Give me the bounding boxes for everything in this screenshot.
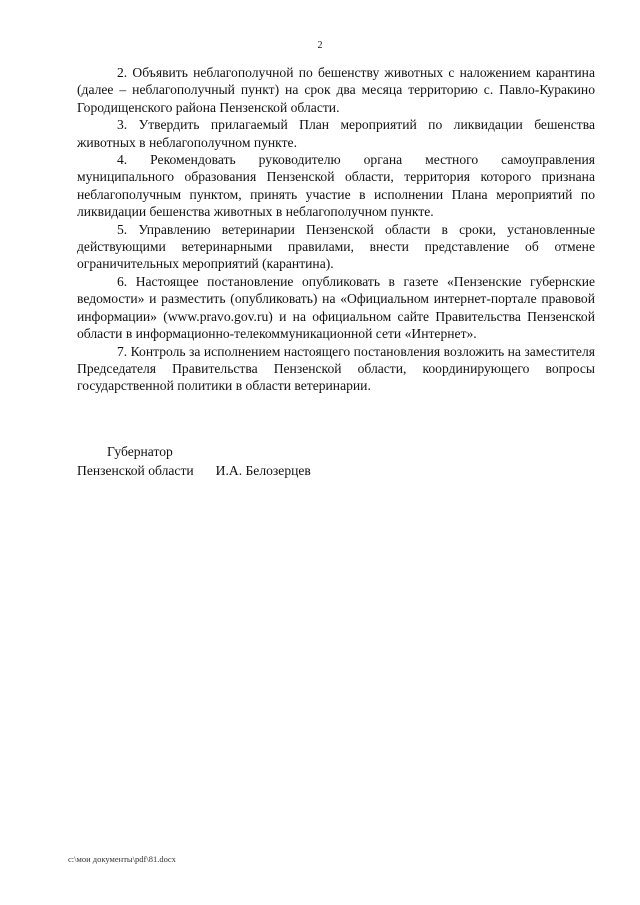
- paragraph-2: 2. Объявить неблагополучной по бешенству животных с наложением карантина (далее – неблагополучный пункт) на срок два месяца территорию с. Павло-Куракино Городищенского района Пензенской области.: [77, 65, 595, 115]
- signature-block: [77, 442, 311, 480]
- document-body: [77, 64, 595, 395]
- paragraph-6: 6. Настоящее постановление опубликовать в газете «Пензенские губернские ведомости» и разместить (опубликовать) на «Официальном интернет-портале правовой информации» (www.pravo.gov.ru) и на официальном сайте Правительства Пензенской области в информационно-телекоммуникационной сети «Интернет».: [77, 273, 595, 342]
- signatory-line: [77, 461, 311, 480]
- signatory-position: Губернатор: [107, 444, 173, 459]
- paragraph-4: 4. Рекомендовать руководителю органа местного самоуправления муниципального образования Пензенской области, территория которого признана неблагополучным пунктом, принять участие в исполнении Плана мероприятий по ликвидации бешенства животных в неблагополучном пункте.: [77, 152, 595, 220]
- paragraph-3: 3. Утвердить прилагаемый План мероприятий по ликвидации бешенства животных в неблагополучном пункте.: [77, 117, 595, 150]
- paragraph-5: 5. Управлению ветеринарии Пензенской области в сроки, установленные действующими ветеринарными правилами, внести представление об отмене ограничительных мероприятий (карантина).: [77, 221, 595, 272]
- signatory-name: И.А. Белозерцев: [215, 463, 311, 478]
- footer-file-path: c:\мои документы\pdf\81.docx: [68, 854, 176, 864]
- paragraph-7: 7. Контроль за исполнением настоящего постановления возложить на заместителя Председателя Правительства Пензенской области, координирующего вопросы государственной политики в области ветеринарии.: [77, 343, 595, 394]
- signatory-region: Пензенской области: [77, 463, 194, 478]
- page-number: 2: [317, 40, 323, 51]
